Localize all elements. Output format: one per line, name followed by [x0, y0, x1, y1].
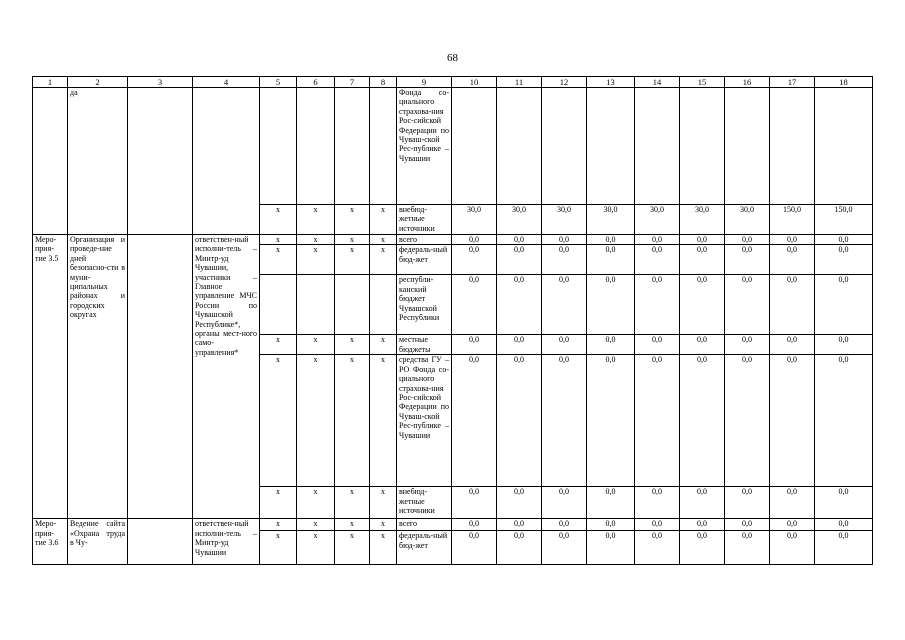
value-cell: 30,0 — [452, 205, 497, 235]
value-cell — [725, 88, 770, 205]
mark-cell: х — [297, 335, 335, 355]
value-cell: 0,0 — [452, 355, 497, 487]
value-cell: 0,0 — [542, 245, 587, 275]
col-num: 7 — [335, 77, 370, 88]
mark-cell: х — [335, 487, 370, 519]
mark-cell: х — [335, 335, 370, 355]
mark-cell: х — [335, 355, 370, 487]
table-row — [33, 519, 873, 531]
value-cell: 0,0 — [635, 519, 680, 531]
value-cell: 0,0 — [635, 275, 680, 335]
col-num: 15 — [680, 77, 725, 88]
value-cell: 0,0 — [770, 355, 815, 487]
value-cell: 0,0 — [635, 487, 680, 519]
value-cell — [542, 88, 587, 205]
value-cell: 0,0 — [770, 531, 815, 565]
mark-cell: х — [297, 235, 335, 245]
col-num: 17 — [770, 77, 815, 88]
mark-cell: х — [335, 531, 370, 565]
mark-cell: х — [260, 205, 297, 235]
event-executor — [193, 88, 260, 235]
value-cell: 0,0 — [725, 531, 770, 565]
value-cell: 0,0 — [725, 275, 770, 335]
mark-cell: х — [370, 245, 397, 275]
program-table — [32, 76, 873, 565]
value-cell: 0,0 — [680, 487, 725, 519]
value-cell: 0,0 — [635, 531, 680, 565]
event-label — [33, 88, 68, 235]
value-cell: 0,0 — [770, 487, 815, 519]
funding-source: местные бюджеты — [397, 335, 452, 355]
value-cell — [497, 88, 542, 205]
column-numbers-row — [33, 77, 873, 88]
value-cell: 0,0 — [815, 355, 873, 487]
event-name: да — [68, 88, 128, 235]
value-cell: 0,0 — [815, 245, 873, 275]
mark-cell: х — [297, 355, 335, 487]
mark-cell: х — [260, 531, 297, 565]
funding-source: Фонда со-циального страхова-ния Рос-сийской Федерации по Чуваш-ской Рес-публике – Чувашии — [397, 88, 452, 205]
empty-cell — [128, 235, 193, 519]
funding-source: внебюд-жетные источники — [397, 487, 452, 519]
col-num: 11 — [497, 77, 542, 88]
value-cell: 0,0 — [680, 335, 725, 355]
value-cell: 0,0 — [452, 235, 497, 245]
value-cell: 30,0 — [680, 205, 725, 235]
value-cell: 150,0 — [815, 205, 873, 235]
event-label: Меро-прия-тие 3.6 — [33, 519, 68, 565]
value-cell: 0,0 — [725, 335, 770, 355]
mark-cell: х — [335, 235, 370, 245]
value-cell: 0,0 — [497, 245, 542, 275]
mark-cell: х — [260, 519, 297, 531]
event-executor: ответствен-ный исполни-тель – Минтр-уд Чувашии — [193, 519, 260, 565]
col-num: 13 — [587, 77, 635, 88]
mark-cell: х — [370, 355, 397, 487]
table-row — [33, 235, 873, 245]
value-cell: 0,0 — [815, 519, 873, 531]
value-cell: 0,0 — [680, 275, 725, 335]
mark-cell — [297, 275, 335, 335]
value-cell: 0,0 — [587, 245, 635, 275]
value-cell: 0,0 — [452, 487, 497, 519]
mark-cell: х — [370, 335, 397, 355]
value-cell: 0,0 — [542, 487, 587, 519]
value-cell: 0,0 — [815, 275, 873, 335]
value-cell: 0,0 — [587, 275, 635, 335]
mark-cell: х — [297, 531, 335, 565]
value-cell: 0,0 — [770, 519, 815, 531]
mark-cell — [335, 88, 370, 205]
mark-cell: х — [260, 235, 297, 245]
mark-cell — [260, 275, 297, 335]
value-cell: 0,0 — [452, 245, 497, 275]
value-cell: 0,0 — [542, 235, 587, 245]
col-num: 10 — [452, 77, 497, 88]
funding-source: федераль-ный бюд-жет — [397, 531, 452, 565]
mark-cell — [370, 275, 397, 335]
value-cell: 0,0 — [542, 275, 587, 335]
value-cell: 30,0 — [542, 205, 587, 235]
funding-source: внебюд-жетные источники — [397, 205, 452, 235]
event-label: Меро-прия-тие 3.5 — [33, 235, 68, 519]
mark-cell: х — [260, 487, 297, 519]
value-cell: 0,0 — [542, 519, 587, 531]
value-cell: 30,0 — [725, 205, 770, 235]
value-cell: 0,0 — [452, 519, 497, 531]
col-num: 1 — [33, 77, 68, 88]
table-row — [33, 88, 873, 205]
value-cell: 0,0 — [815, 335, 873, 355]
value-cell: 150,0 — [770, 205, 815, 235]
value-cell: 0,0 — [725, 235, 770, 245]
value-cell — [770, 88, 815, 205]
col-num: 6 — [297, 77, 335, 88]
mark-cell: х — [297, 245, 335, 275]
value-cell: 0,0 — [497, 487, 542, 519]
funding-source: федераль-ный бюд-жет — [397, 245, 452, 275]
value-cell — [680, 88, 725, 205]
mark-cell: х — [335, 245, 370, 275]
empty-cell — [128, 519, 193, 565]
mark-cell: х — [260, 245, 297, 275]
value-cell: 0,0 — [770, 335, 815, 355]
funding-source: всего — [397, 235, 452, 245]
value-cell: 0,0 — [452, 275, 497, 335]
value-cell: 0,0 — [725, 245, 770, 275]
value-cell: 0,0 — [770, 245, 815, 275]
value-cell: 0,0 — [725, 519, 770, 531]
col-num: 2 — [68, 77, 128, 88]
value-cell — [635, 88, 680, 205]
value-cell: 0,0 — [587, 335, 635, 355]
value-cell: 30,0 — [635, 205, 680, 235]
value-cell: 0,0 — [497, 519, 542, 531]
value-cell: 0,0 — [815, 487, 873, 519]
value-cell: 0,0 — [680, 355, 725, 487]
col-num: 18 — [815, 77, 873, 88]
value-cell: 0,0 — [635, 235, 680, 245]
event-name: Организация и проведе-ние дней безопасно-сти в муни-ципальных районах и городских округах — [68, 235, 128, 519]
value-cell: 0,0 — [497, 235, 542, 245]
value-cell: 0,0 — [680, 519, 725, 531]
value-cell: 0,0 — [452, 531, 497, 565]
value-cell: 0,0 — [815, 531, 873, 565]
col-num: 4 — [193, 77, 260, 88]
col-num: 5 — [260, 77, 297, 88]
value-cell: 0,0 — [452, 335, 497, 355]
value-cell: 0,0 — [635, 245, 680, 275]
value-cell: 0,0 — [587, 487, 635, 519]
page-number: 68 — [447, 52, 458, 64]
value-cell: 0,0 — [497, 531, 542, 565]
value-cell: 0,0 — [770, 235, 815, 245]
col-num: 12 — [542, 77, 587, 88]
col-num: 14 — [635, 77, 680, 88]
value-cell — [452, 88, 497, 205]
value-cell: 0,0 — [542, 335, 587, 355]
mark-cell: х — [260, 335, 297, 355]
mark-cell — [297, 88, 335, 205]
mark-cell — [260, 88, 297, 205]
mark-cell: х — [297, 487, 335, 519]
empty-cell — [128, 88, 193, 235]
col-num: 16 — [725, 77, 770, 88]
value-cell: 0,0 — [587, 519, 635, 531]
funding-source: всего — [397, 519, 452, 531]
funding-source: республи-канский бюджет Чувашской Республики — [397, 275, 452, 335]
mark-cell — [370, 88, 397, 205]
value-cell: 30,0 — [497, 205, 542, 235]
mark-cell: х — [335, 519, 370, 531]
value-cell: 0,0 — [815, 235, 873, 245]
value-cell: 0,0 — [680, 531, 725, 565]
value-cell: 0,0 — [680, 245, 725, 275]
mark-cell: х — [297, 519, 335, 531]
value-cell: 0,0 — [587, 235, 635, 245]
mark-cell: х — [260, 355, 297, 487]
value-cell: 0,0 — [497, 275, 542, 335]
value-cell: 0,0 — [587, 531, 635, 565]
col-num: 8 — [370, 77, 397, 88]
value-cell: 30,0 — [587, 205, 635, 235]
mark-cell: х — [370, 519, 397, 531]
mark-cell — [335, 275, 370, 335]
value-cell: 0,0 — [497, 355, 542, 487]
mark-cell: х — [370, 205, 397, 235]
value-cell: 0,0 — [635, 335, 680, 355]
col-num: 3 — [128, 77, 193, 88]
value-cell: 0,0 — [497, 335, 542, 355]
value-cell: 0,0 — [587, 355, 635, 487]
value-cell — [815, 88, 873, 205]
value-cell: 0,0 — [635, 355, 680, 487]
value-cell: 0,0 — [542, 531, 587, 565]
value-cell: 0,0 — [725, 355, 770, 487]
value-cell: 0,0 — [680, 235, 725, 245]
col-num: 9 — [397, 77, 452, 88]
mark-cell: х — [370, 531, 397, 565]
mark-cell: х — [370, 235, 397, 245]
event-executor: ответствен-ный исполни-тель – Минтр-уд Чувашии, участники – Главное управление МЧС России по Чувашской Республике*, органы мест-ного само-управления* — [193, 235, 260, 519]
mark-cell: х — [370, 487, 397, 519]
value-cell: 0,0 — [542, 355, 587, 487]
mark-cell: х — [335, 205, 370, 235]
value-cell: 0,0 — [770, 275, 815, 335]
funding-source: средства ГУ – РО Фонда со-циального страхова-ния Рос-сийской Федерации по Чуваш-ской Рес-публике – Чувашии — [397, 355, 452, 487]
value-cell: 0,0 — [725, 487, 770, 519]
mark-cell: х — [297, 205, 335, 235]
event-name: Ведение сайта «Охрана труда в Чу- — [68, 519, 128, 565]
value-cell — [587, 88, 635, 205]
